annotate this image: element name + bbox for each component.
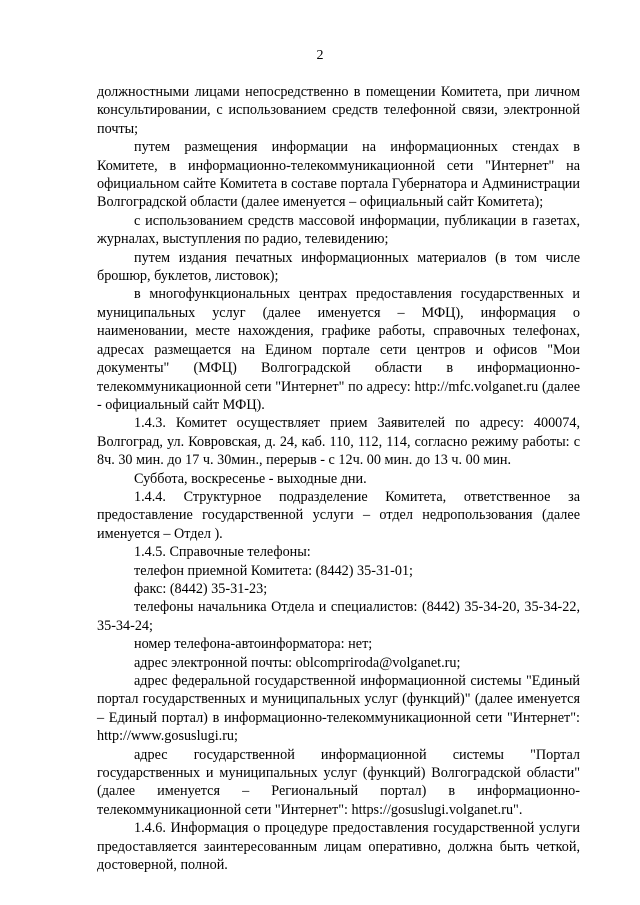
paragraph-autoinformer: номер телефона-автоинформатора: нет; [134,636,373,653]
paragraph-consultation-methods: должностными лицами непосредственно в помещении Комитета, при личном консультировании, с использованием средств телефонной связи, электронной почты; [97,84,580,137]
page-number: 2 [316,48,324,63]
paragraph-printed-materials: путем издания печатных информационных материалов (в том числе брошюр, буклетов, листовок); [97,249,580,285]
paragraph-email: адрес электронной почты: oblcompriroda@volganet.ru; [134,654,461,671]
paragraph-info-stands: путем размещения информации на информационных стендах в Комитете, в информационно-телекоммуникационной сети "Интернет" на официальном сайте Комитета в составе портала Губернатора и Администрации Волгоградской области (далее именуется – официальный сайт Комитета); [97,139,580,211]
paragraph-info-requirements: 1.4.6. Информация о процедуре предоставления государственной услуги предоставляется заинтересованным лицам оперативно, должна быть четкой, достоверной, полной. [97,820,580,874]
paragraph-reception-phone: телефон приемной Комитета: (8442) 35-31-01; [134,562,413,579]
paragraph-reception-schedule: 1.4.3. Комитет осуществляет прием Заявителей по адресу: 400074, Волгоград, ул. Ковровская, д. 24, каб. 110, 112, 114, согласно режиму работы: с 8ч. 30 мин. до 17 ч. 30мин., перерыв - с 12ч. 00 мин. до 13 ч. 00 мин. [97,415,580,469]
paragraph-department: 1.4.4. Структурное подразделение Комитета, ответственное за предоставление государственной услуги – отдел недропользования (далее именуется – Отдел ). [97,488,580,542]
paragraph-reference-phones-heading: 1.4.5. Справочные телефоны: [134,544,311,561]
paragraph-mfc: в многофункциональных центрах предоставления государственных и муниципальных услуг (далее именуется – МФЦ), информация о наименовании, месте нахождения, графике работы, справочных телефонах, адресах размещается на Едином портале сети центров и офисов "Мои документы" (МФЦ) Волгоградской области в информационно-телекоммуникационной сети "Интернет" по адресу: http://mfc.volganet.ru (далее - официальный сайт МФЦ). [97,286,580,413]
paragraph-mass-media: с использованием средств массовой информации, публикации в газетах, журналах, выступления по радио, телевидению; [97,212,580,248]
paragraph-department-phones: телефоны начальника Отдела и специалистов: (8442) 35-34-20, 35-34-22, 35-34-24; [97,599,580,634]
document-body [97,83,580,874]
paragraph-regional-portal: адрес государственной информационной системы "Портал государственных и муниципальных услуг (функций) Волгоградской области" (далее именуется – Региональный портал) в информационно-телекоммуникационной сети "Интернет": https://gosuslugi.volganet.ru". [97,746,580,818]
paragraph-weekends: Суббота, воскресенье - выходные дни. [134,470,367,487]
paragraph-fax: факс: (8442) 35-31-23; [134,580,268,597]
paragraph-federal-portal: адрес федеральной государственной информационной системы "Единый портал государственных и муниципальных услуг (функций)" (далее именуется – Единый портал) в информационно-телекоммуникационной сети "Интернет": http://www.gosuslugi.ru; [97,673,580,745]
